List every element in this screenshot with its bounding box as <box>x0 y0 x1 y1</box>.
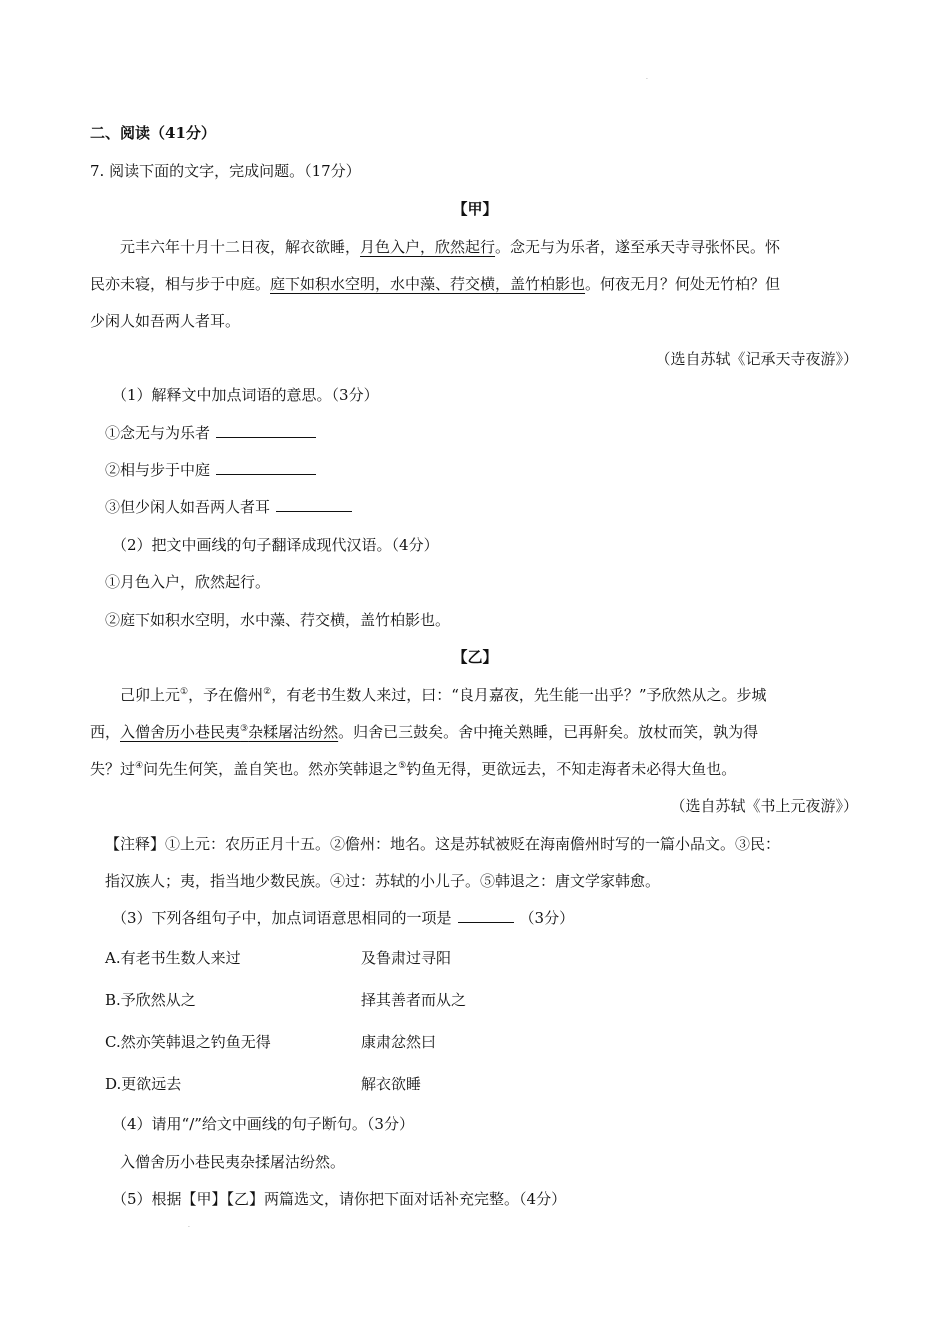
notes-line-2: 指汉族人；夷，指当地少数民族。④过：苏轼的小儿子。⑤韩退之：唐文学家韩愈。 <box>105 872 661 890</box>
text: （3）下列各组句子中，加点词语意思相同的一项是 <box>112 909 452 927</box>
text: 。念无与为乐者，遂至承天寺寻张怀民。怀 <box>495 238 781 256</box>
note-marker: ③ <box>240 724 249 734</box>
text: ③但少闲人如吾两人者耳 <box>105 498 271 516</box>
q2-item-1: ①月色入户，欣然起行。 <box>105 573 271 591</box>
passage-yi-line-3 <box>90 759 736 779</box>
passage-yi-line-2 <box>90 722 758 742</box>
text: 民亦未寝，相与步于中庭。 <box>90 275 271 293</box>
q3-option-b-left[interactable]: B.予欣然从之 <box>105 991 196 1009</box>
answer-blank[interactable] <box>458 908 514 923</box>
text: 己卯上元 <box>120 686 181 704</box>
passage-jia-line-1 <box>120 237 780 257</box>
passage-jia-label: 【甲】 <box>452 200 498 218</box>
underlined-sentence-1: 月色入户，欣然起行 <box>360 238 496 256</box>
text: ，有老书生数人来过，曰：“良月嘉夜，先生能一出乎？”予欣然从之。步城 <box>271 686 767 704</box>
text: 杂糅屠沽纷然 <box>248 723 339 741</box>
q3-option-d-left[interactable]: D.更欲远去 <box>105 1075 182 1093</box>
q2-item-2: ②庭下如积水空明，水中藻、荇交横，盖竹柏影也。 <box>105 611 451 629</box>
underlined-sentence-3 <box>120 723 338 741</box>
q3-option-c-right: 康肃忿然曰 <box>361 1033 437 1051</box>
passage-jia-source: （选自苏轼《记承天寺夜游》） <box>655 350 858 368</box>
underlined-sentence-2: 庭下如积水空明，水中藻、荇交横，盖竹柏影也 <box>270 275 586 293</box>
q3-prompt <box>112 908 574 928</box>
passage-yi-label: 【乙】 <box>452 648 498 666</box>
passage-yi-line-1 <box>120 685 767 705</box>
text: ②相与步于中庭 <box>105 461 211 479</box>
note-marker: ⑤ <box>398 761 407 771</box>
passage-jia-line-3: 少闲人如吾两人者耳。 <box>90 312 241 330</box>
notes-line-1: 【注释】①上元：农历正月十五。②儋州：地名。这是苏轼被贬在海南儋州时写的一篇小品文。③民： <box>105 835 781 853</box>
note-marker: ① <box>180 687 189 697</box>
q1-prompt: （1）解释文中加点词语的意思。（3分） <box>112 386 379 404</box>
q4-sentence: 入僧舍历小巷民夷杂揉屠沽纷然。 <box>120 1153 346 1171</box>
q5-prompt: （5）根据【甲】【乙】两篇选文，请你把下面对话补充完整。（4分） <box>112 1190 567 1208</box>
question-7-heading: 7. 阅读下面的文字，完成问题。（17分） <box>90 162 361 180</box>
answer-blank[interactable] <box>276 497 352 512</box>
q3-option-d-right: 解衣欲睡 <box>361 1075 422 1093</box>
text: 问先生何笑，盖自笑也。然亦笑韩退之 <box>143 760 399 778</box>
note-marker: ④ <box>135 761 144 771</box>
q3-option-a-left[interactable]: A.有老书生数人来过 <box>105 949 241 967</box>
text: 。归舍已三鼓矣。舍中掩关熟睡，已再鼾矣。放杖而笑，孰为得 <box>338 723 759 741</box>
q3-option-b-right: 择其善者而从之 <box>361 991 467 1009</box>
text: 失？过 <box>90 760 136 778</box>
text: ，予在儋州 <box>188 686 264 704</box>
q1-item-1 <box>105 423 316 443</box>
q3-option-a-right: 及鲁肃过寻阳 <box>361 949 452 967</box>
q3-option-c-left[interactable]: C.然亦笑韩退之钓鱼无得 <box>105 1033 271 1051</box>
passage-yi-source: （选自苏轼《书上元夜游》） <box>670 797 858 815</box>
text: 钓鱼无得，更欲远去，不知走海者未必得大鱼也。 <box>406 760 737 778</box>
passage-jia-line-2 <box>90 274 780 294</box>
text: 元丰六年十月十二日夜，解衣欲睡， <box>120 238 361 256</box>
answer-blank[interactable] <box>216 423 316 438</box>
q1-item-2 <box>105 460 316 480</box>
text: （3分） <box>519 909 575 927</box>
text: 入僧舍历小巷民夷 <box>120 723 241 741</box>
header-dot: · <box>646 76 648 83</box>
footer-dot: · <box>188 1224 190 1231</box>
q1-item-3 <box>105 497 352 517</box>
text: 西， <box>90 723 121 741</box>
q4-prompt: （4）请用“/”给文中画线的句子断句。（3分） <box>112 1115 414 1133</box>
note-marker: ② <box>263 687 272 697</box>
answer-blank[interactable] <box>216 460 316 475</box>
text: ①念无与为乐者 <box>105 424 211 442</box>
q2-prompt: （2）把文中画线的句子翻译成现代汉语。（4分） <box>112 536 439 554</box>
text: 。何夜无月？何处无竹柏？但 <box>585 275 781 293</box>
section-title: 二、阅读（41分） <box>90 124 216 142</box>
